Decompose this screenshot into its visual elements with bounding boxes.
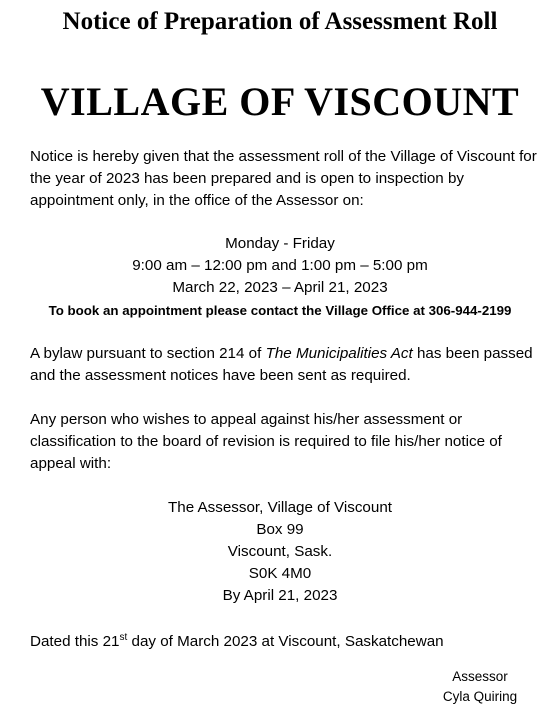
address-line-1: The Assessor, Village of Viscount (167, 499, 392, 516)
signature-title: Assessor (452, 669, 508, 684)
address-postal-code: S0K 4M0 (248, 565, 312, 582)
intro-paragraph: Notice is hereby given that the assessment roll of the Village of Viscount for the year of 2023 has been prepared and is open to inspection by appointment only, in the office of the Assessor on: (30, 148, 537, 209)
notice-title: Notice of Preparation of Assessment Roll (62, 8, 498, 35)
schedule-date-range: March 22, 2023 – April 21, 2023 (172, 279, 388, 296)
signature-name: Cyla Quiring (442, 689, 518, 704)
bylaw-text-start: A bylaw pursuant to section 214 of (30, 345, 266, 362)
bylaw-paragraph (30, 343, 545, 387)
appeal-paragraph: Any person who wishes to appeal against his/her assessment or classification to the board of revision is required to file his/her notice of appeal with: (30, 411, 502, 472)
schedule-hours: 9:00 am – 12:00 pm and 1:00 pm – 5:00 pm (132, 257, 428, 274)
schedule-block (0, 233, 560, 299)
booking-instruction: To book an appointment please contact the Village Office at 306-944-2199 (48, 303, 512, 318)
ordinal-suffix: st (119, 631, 128, 643)
assessor-address (0, 497, 560, 607)
appeal-deadline: By April 21, 2023 (222, 587, 338, 604)
address-line-3: Viscount, Sask. (227, 543, 333, 560)
village-name-heading: VILLAGE OF VISCOUNT (40, 79, 520, 124)
address-line-2: Box 99 (256, 521, 304, 538)
bylaw-text-end: has been passed and the assessment notices have been sent as required. (30, 345, 533, 384)
dated-text-start: Dated this 21 (30, 633, 120, 650)
act-name: The Municipalities Act (265, 345, 413, 362)
schedule-days: Monday - Friday (225, 235, 335, 252)
dated-text-end: day of March 2023 at Viscount, Saskatchewan (127, 633, 444, 650)
dated-line (30, 631, 444, 653)
